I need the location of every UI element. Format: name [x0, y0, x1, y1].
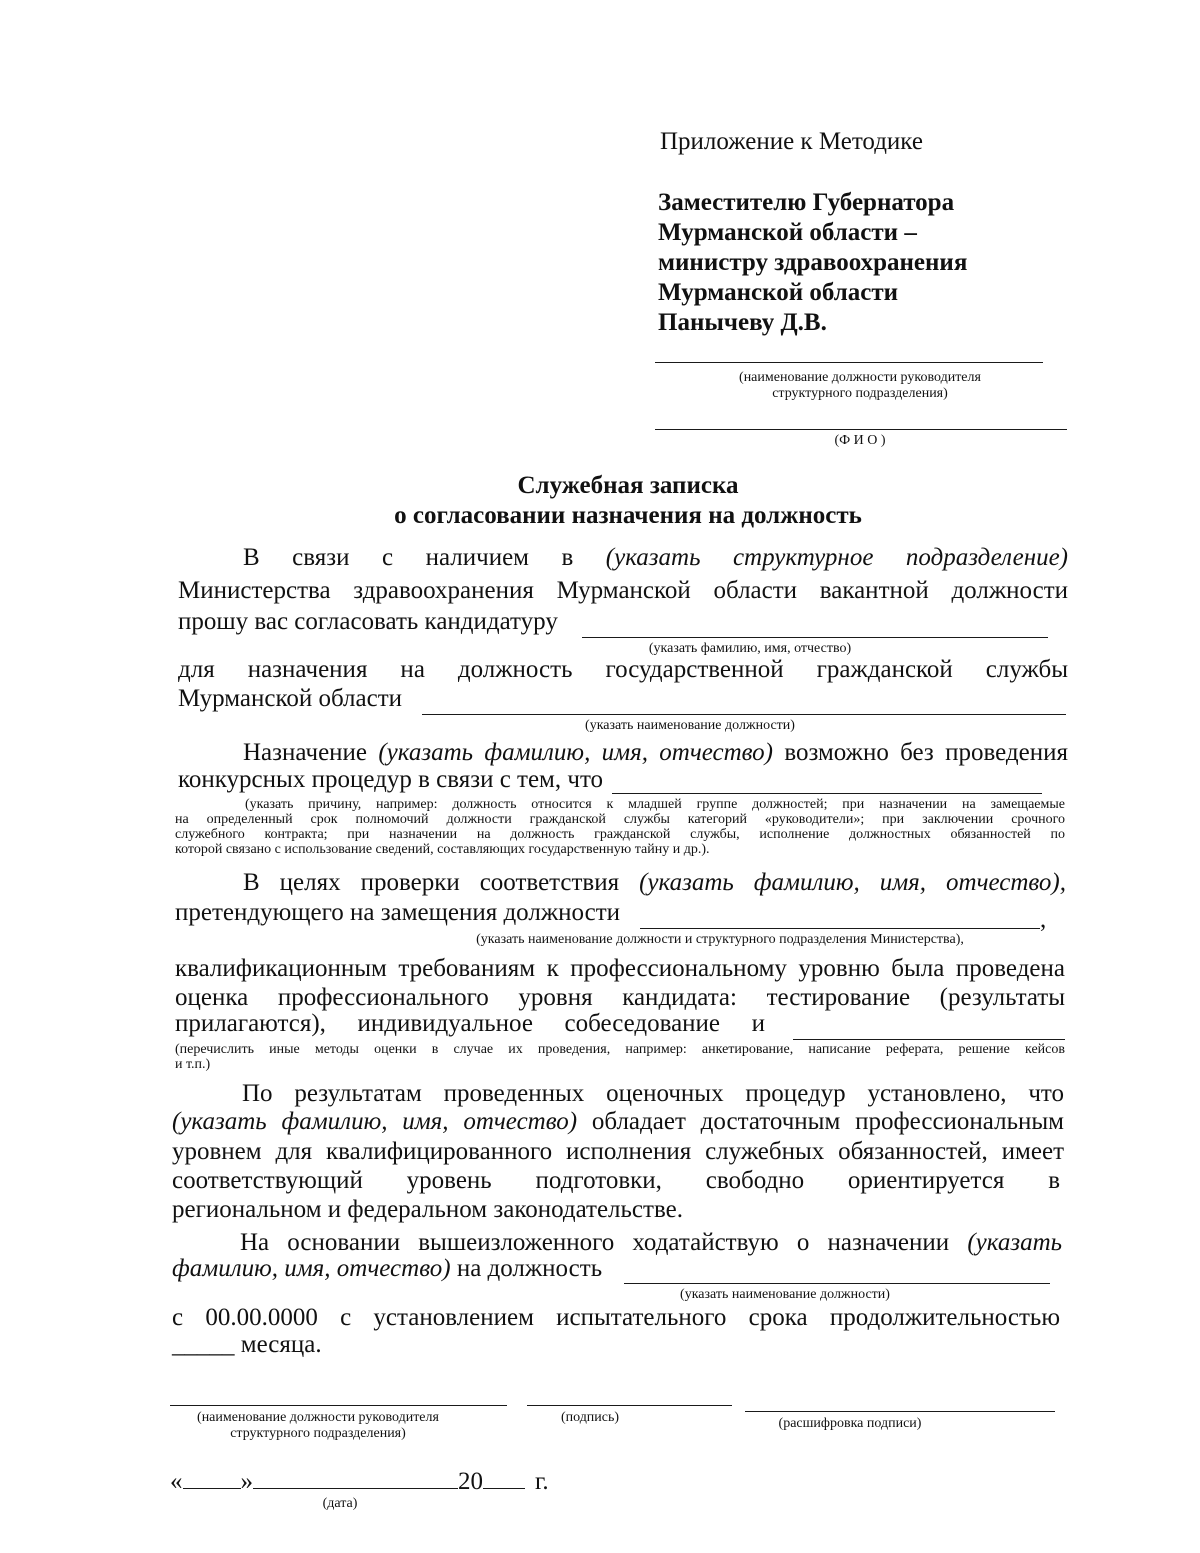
reason-note-line3: служебного контракта; при назначении на должность гражданской службы, исполнение должностных обязанностей по	[175, 827, 1065, 842]
addressee-line: Панычеву Д.В.	[658, 309, 827, 336]
date-row	[170, 1466, 549, 1497]
date-day-blank[interactable]	[183, 1466, 241, 1489]
reason-note-line1: (указать причину, например: должность относится к младшей группе должностей; при назначении на замещаемые	[245, 797, 1065, 812]
p3-line2: претендующего на замещения должности	[175, 899, 621, 926]
signature-blank[interactable]	[527, 1405, 732, 1406]
p3-line4: оценка профессионального уровня кандидата: тестирование (результаты	[175, 984, 1065, 1011]
appendix-label: Приложение к Методике	[660, 128, 923, 155]
p3-line2-comma: ,	[1040, 906, 1047, 933]
addressee-line: Заместителю Губернатора	[658, 189, 955, 216]
p3-line5: прилагаются), индивидуальное собеседование и	[175, 1010, 765, 1037]
probation-months-blank[interactable]: _____	[172, 1331, 235, 1358]
p1-line1: В связи с наличием в (указать структурное подразделение)	[243, 544, 1069, 571]
addressee-line: Мурманской области –	[658, 219, 917, 246]
signatory-position-caption: (наименование должности руководителя структурного подразделения)	[197, 1410, 439, 1441]
p1-line4: для назначения на должность государственной гражданской службы	[178, 656, 1068, 683]
reason-blank[interactable]	[612, 793, 1042, 794]
addressee-line: министру здравоохранения	[658, 249, 968, 276]
p5-line3: с 00.00.0000 с установлением испытательного срока продолжительностью	[172, 1304, 1060, 1331]
p2-line2: конкурсных процедур в связи с тем, что	[178, 766, 604, 793]
fio-blank-line[interactable]	[655, 429, 1067, 430]
candidate-name-blank[interactable]	[582, 637, 1048, 638]
date-close-quote: »	[240, 1468, 253, 1495]
fio-caption: (Ф И О )	[834, 433, 886, 448]
reason-note-line4: которой связано с использование сведений, составляющих государственную тайну и др.).	[175, 842, 710, 857]
p1-line5: Мурманской области	[178, 685, 403, 712]
p5-line1: На основании вышеизложенного ходатайствую о назначении (указать	[240, 1229, 1063, 1256]
signature-decode-blank[interactable]	[745, 1411, 1055, 1412]
appointment-position-caption: (указать наименование должности)	[680, 1287, 890, 1302]
other-methods-note-line1: (перечислить иные методы оценки в случае их проведения, например: анкетирование, написание реферата, решение кейсов	[175, 1042, 1065, 1057]
date-year-suffix: г.	[535, 1468, 549, 1495]
other-methods-note-line2: и т.п.)	[175, 1057, 211, 1072]
p4-line2: (указать фамилию, имя, отчество) обладает достаточным профессиональным	[172, 1108, 1064, 1135]
document-title: Служебная записка о согласовании назначения на должность	[394, 472, 862, 529]
p5-line4: _____ месяца.	[172, 1331, 322, 1358]
p1-line2: Министерства здравоохранения Мурманской области вакантной должности	[178, 577, 1068, 604]
p4-line3: уровнем для квалифицированного исполнения служебных обязанностей, имеет	[172, 1138, 1064, 1165]
position-blank-line[interactable]	[655, 362, 1043, 363]
p5-line2: фамилию, имя, отчество) на должность	[172, 1255, 603, 1282]
position-caption: (наименование должности руководителя структурного подразделения)	[739, 370, 981, 401]
position-department-caption: (указать наименование должности и структурного подразделения Министерства),	[476, 932, 964, 947]
candidate-name-caption: (указать фамилию, имя, отчество)	[648, 641, 852, 656]
addressee-block	[658, 188, 967, 338]
date-caption: (дата)	[322, 1496, 358, 1511]
signatory-position-blank[interactable]	[170, 1405, 507, 1406]
signature-decode-caption: (расшифровка подписи)	[778, 1416, 922, 1431]
p2-line1: Назначение (указать фамилию, имя, отчество) возможно без проведения	[243, 739, 1068, 766]
p4-line4: соответствующий уровень подготовки, свободно ориентируется в	[172, 1167, 1060, 1194]
position-department-blank[interactable]	[640, 928, 1040, 929]
p3-line3: квалификационным требованиям к профессиональному уровню была проведена	[175, 955, 1065, 982]
appointment-position-blank[interactable]	[624, 1283, 1050, 1284]
date-open-quote: «	[170, 1468, 183, 1495]
position-name-caption: (указать наименование должности)	[585, 718, 795, 733]
date-month-blank[interactable]	[253, 1466, 458, 1489]
other-methods-blank[interactable]	[793, 1039, 1065, 1040]
p1-line3: прошу вас согласовать кандидатуру	[178, 608, 558, 635]
reason-note-line2: на определенный срок полномочий должности гражданской службы категорий «руководители»; при заключении срочного	[175, 812, 1065, 827]
p4-line5: региональном и федеральном законодательстве.	[172, 1196, 683, 1223]
position-name-blank[interactable]	[422, 714, 1066, 715]
p3-line1: В целях проверки соответствия (указать фамилию, имя, отчество),	[243, 869, 1067, 896]
p4-line1: По результатам проведенных оценочных процедур установлено, что	[242, 1080, 1064, 1107]
date-year-blank[interactable]	[483, 1466, 525, 1489]
addressee-line: Мурманской области	[658, 279, 899, 306]
signature-caption: (подпись)	[560, 1410, 620, 1425]
date-year-prefix: 20	[458, 1468, 483, 1495]
